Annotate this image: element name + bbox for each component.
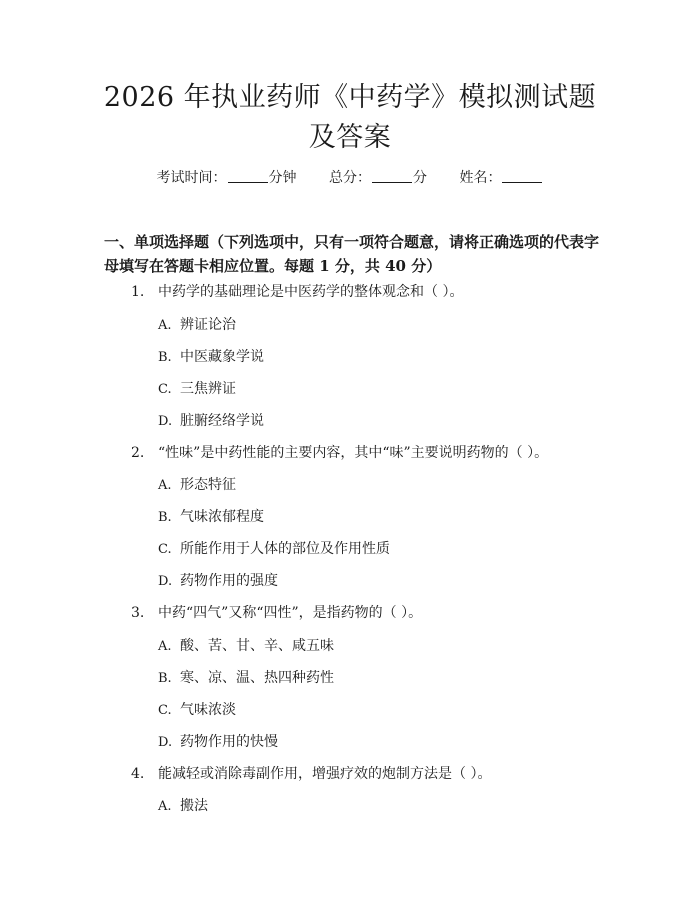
option-text: 脏腑经络学说 <box>180 412 264 429</box>
question-number: 2. <box>131 444 145 461</box>
exam-info <box>0 168 700 188</box>
option-item <box>0 405 700 437</box>
question-number: 1. <box>131 284 145 300</box>
option-letter: B. <box>158 670 172 686</box>
option-item <box>0 694 700 726</box>
option-text: 药物作用的强度 <box>180 573 278 589</box>
total-score-field <box>329 170 427 186</box>
option-letter: B. <box>158 510 172 525</box>
option-item <box>0 501 700 533</box>
option-item <box>0 662 700 694</box>
option-letter: D. <box>158 574 173 589</box>
option-item <box>0 341 700 373</box>
option-text: 寒、凉、温、热四种药性 <box>180 669 334 686</box>
option-text: 药物作用的快慢 <box>180 733 278 750</box>
option-letter: C. <box>158 702 172 718</box>
name-label: 姓名： <box>459 170 502 186</box>
total-score-label: 总分： <box>329 170 371 186</box>
option-text: 所能作用于人体的部位及作用性质 <box>180 541 390 557</box>
question-item <box>0 597 700 630</box>
question-item <box>0 437 700 470</box>
option-text: 三焦辨证 <box>180 380 236 397</box>
question-number: 3. <box>131 605 145 621</box>
option-text: 形态特征 <box>180 477 236 493</box>
exam-time-field <box>157 170 297 186</box>
page-title: 2026 年执业药师《中药学》模拟测试题及答案 <box>103 82 597 153</box>
section-heading: 一、单项选择题（下列选项中，只有一项符合题意，请将正确选项的代表字母填写在答题卡相应位置。每题 1 分，共 40 分） <box>104 233 600 275</box>
option-letter: A. <box>158 799 172 814</box>
option-text: 辨证论治 <box>180 316 236 333</box>
option-letter: C. <box>158 542 172 557</box>
question-item <box>0 758 700 791</box>
question-number: 4. <box>131 765 145 782</box>
option-item <box>0 726 700 758</box>
option-letter: D. <box>158 734 173 750</box>
question-text: 中药学的基础理论是中医药学的整体观念和（ ）。 <box>158 284 464 300</box>
option-text: 气味浓郁程度 <box>180 509 264 525</box>
name-blank <box>502 168 542 183</box>
option-text: 中医藏象学说 <box>180 348 264 365</box>
option-item <box>0 309 700 341</box>
option-item <box>0 373 700 405</box>
exam-time-unit: 分钟 <box>268 170 297 186</box>
question-item <box>0 276 700 309</box>
question-text: 中药“四气”又称“四性”，是指药物的（ ）。 <box>158 605 423 621</box>
total-score-blank <box>372 168 412 183</box>
option-item <box>0 790 700 822</box>
option-item <box>0 630 700 662</box>
total-score-unit: 分 <box>413 170 427 186</box>
option-text: 气味浓淡 <box>180 701 236 718</box>
name-field <box>459 170 543 186</box>
exam-time-blank <box>228 168 268 183</box>
option-letter: D. <box>158 413 173 429</box>
question-list <box>0 276 700 822</box>
option-text: 酸、苦、甘、辛、咸五味 <box>180 637 334 654</box>
option-item <box>0 565 700 597</box>
option-item <box>0 469 700 501</box>
option-item <box>0 533 700 565</box>
option-letter: B. <box>158 349 172 365</box>
exam-time-label: 考试时间： <box>156 170 227 186</box>
question-text: 能减轻或消除毒副作用，增强疗效的炮制方法是（ ）。 <box>158 765 492 782</box>
option-letter: A. <box>158 478 172 493</box>
question-text: “性味”是中药性能的主要内容，其中“味”主要说明药物的（ ）。 <box>158 444 549 461</box>
option-letter: A. <box>158 638 172 654</box>
option-text: 搬法 <box>180 798 208 814</box>
option-letter: C. <box>158 381 172 397</box>
option-letter: A. <box>158 317 172 333</box>
